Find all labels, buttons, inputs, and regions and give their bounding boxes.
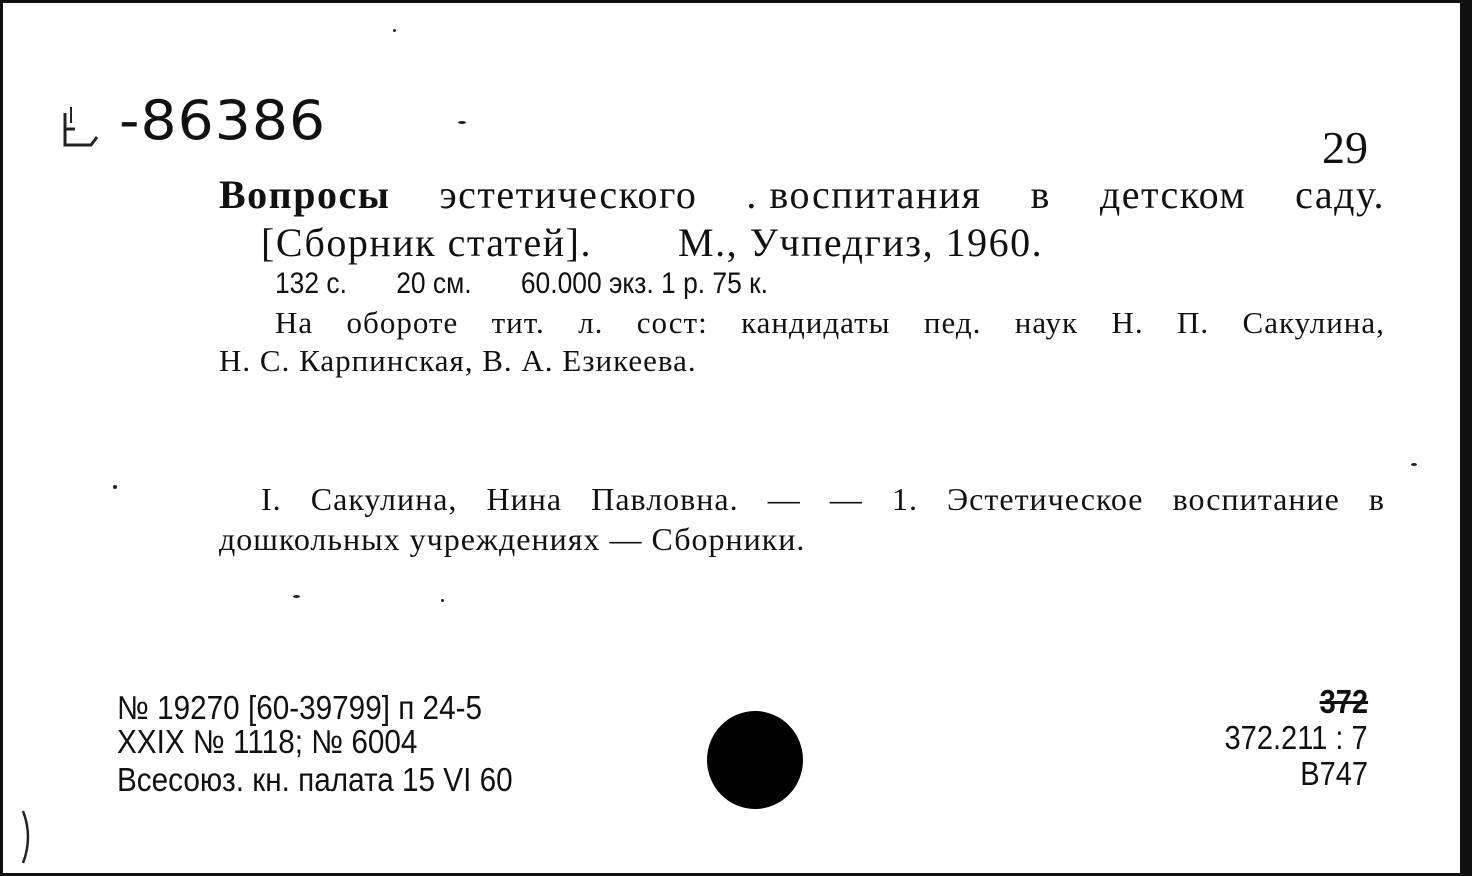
subject-word: — [767, 481, 801, 517]
subject-word: I. [261, 481, 282, 517]
bracket-mark-icon [17, 809, 39, 865]
author-mark: В747 [1300, 755, 1368, 792]
title-word: детском [1099, 172, 1247, 217]
note-word: Сакулина, [1242, 305, 1385, 340]
ink-speck [441, 599, 444, 602]
ink-speck [113, 485, 117, 489]
subject-word: Павловна. [591, 481, 739, 517]
note-word: л. [578, 305, 604, 340]
stamp-mark-icon [61, 99, 101, 149]
registration-line: XXIX № 1118; № 6004 [117, 723, 418, 760]
card-number: 29 [1322, 122, 1368, 173]
subject-word: 1. [891, 481, 918, 517]
title-line [219, 171, 1385, 218]
note-word: пед. [923, 305, 982, 340]
title-word: Вопросы [219, 172, 391, 217]
subject-word: в [1368, 481, 1385, 517]
physical-description [275, 267, 768, 301]
compilers-note-line-2: Н. С. Карпинская, В. А. Езикеева. [219, 343, 697, 378]
crossed-class-code: 372 [1319, 683, 1368, 720]
print-run-price: 60.000 экз. 1 р. 75 к. [520, 267, 769, 300]
publication-line [261, 219, 1043, 266]
subject-word: Эстетическое [947, 481, 1144, 517]
title-word: . воспитания [746, 172, 982, 217]
title-word: саду. [1295, 172, 1385, 217]
title-word: эстетического [439, 172, 698, 217]
pages: 132 с. [275, 267, 347, 300]
title-word: в [1030, 172, 1051, 217]
note-word: П. [1177, 305, 1210, 340]
collection-note: [Сборник статей]. [261, 220, 592, 265]
ink-speck [458, 121, 466, 124]
note-word: наук [1014, 305, 1079, 340]
subject-word: Сакулина, [310, 481, 458, 517]
subject-heading-line [261, 481, 1385, 518]
note-word: кандидаты [741, 305, 891, 340]
subject-word: Нина [486, 481, 563, 517]
note-word: обороте [346, 305, 459, 340]
subject-word: воспитание [1172, 481, 1340, 517]
note-word: Н. [1111, 305, 1144, 340]
ink-speck [293, 595, 300, 598]
note-word: На [275, 305, 314, 340]
chamber-line: Всесоюз. кн. палата 15 VI 60 [117, 761, 513, 798]
note-word: тит. [491, 305, 545, 340]
handwritten-inventory-number: -86386 [119, 89, 327, 152]
ink-speck [1411, 463, 1417, 466]
ink-speck [393, 29, 396, 32]
compilers-note-line [275, 305, 1385, 341]
imprint: М., Учпедгиз, 1960. [678, 220, 1044, 265]
registration-line: № 19270 [60-39799] п 24-5 [117, 689, 483, 726]
udc-code: 372.211 : 7 [1224, 719, 1368, 756]
subject-word: — [829, 481, 863, 517]
note-word: сост: [636, 305, 708, 340]
subject-heading-line-2: дошкольных учреждениях — Сборники. [219, 521, 806, 557]
punch-hole [707, 711, 803, 809]
size: 20 см. [396, 267, 472, 300]
